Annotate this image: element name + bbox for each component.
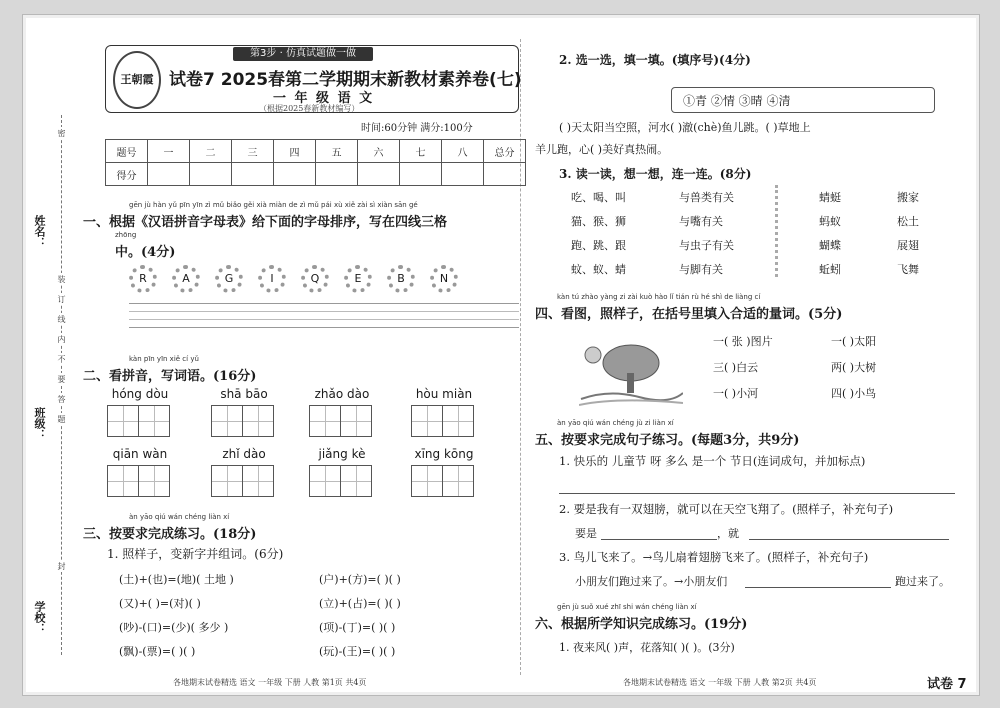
cut-mark: 订 [57,295,66,303]
four-line-grid-line [129,311,519,312]
page-tag: 试卷 7 [927,677,967,692]
measure-word-item: 一( )小河 [713,387,759,400]
section1-heading-cont: 中。(4分) [115,245,176,260]
section4-pinyin: kàn tú zhào yàng zi zài kuò hào lǐ tián rù hé shì de liàng cí [557,293,761,301]
cut-mark: 密 [57,129,66,137]
section1-heading: 一、根据《汉语拼音字母表》给下面的字母排序，写在四线三格 [83,215,448,230]
letter-flower: Q [301,265,329,293]
tian-grid[interactable] [107,405,169,437]
cut-mark: 内 [57,335,66,343]
q5-3-prefix: 小朋友们跑过来了。→小朋友们 [575,575,728,588]
q5-3: 3. 鸟儿飞来了。→鸟儿扇着翅膀飞来了。(照样子，补充句子) [559,550,869,564]
section2-pinyin: kàn pīn yīn xiě cí yǔ [129,355,199,363]
name-label: 姓名： [33,215,46,248]
score-cell[interactable] [316,163,358,186]
four-line-grid-line [129,319,519,320]
score-header-cell: 七 [400,140,442,163]
char-exercise: (户)+(方)=( )( ) [319,573,401,586]
cut-mark: 要 [57,375,66,383]
section5-pinyin: àn yāo qiú wán chéng jù zi liàn xí [557,419,674,427]
footer-left: 各地期末试卷精选 语文 一年级 下册 人教 第1页 共4页 [173,678,367,687]
section5-heading: 五、按要求完成句子练习。(每题3分，共9分) [535,433,800,448]
fill-line-1: ( )天太阳当空照，河水( )澈(chè)鱼儿跳。( )草地上 [559,121,811,134]
match-right[interactable]: 蚯蚓 [819,263,841,276]
section1-pinyin2: zhōng [115,231,137,239]
tian-grid[interactable] [411,465,473,497]
match-left[interactable]: 猫、猴、狮 [571,215,626,228]
letter-flower: B [387,265,415,293]
paper-title: 试卷7 2025春第二学期期末新教材素养卷(七) [169,70,522,90]
letter-flower: R [129,265,157,293]
cut-mark: 装 [57,275,66,283]
score-header-cell: 总分 [484,140,526,163]
school-label: 学校： [33,601,46,634]
letter-flower: N [430,265,458,293]
char-exercise: (土)+(也)=(地)( 土地 ) [119,573,234,586]
cut-mark: 题 [57,415,66,423]
word-pinyin: qiān wàn [112,447,168,461]
four-line-grid-line [129,303,519,304]
tian-grid[interactable] [411,405,473,437]
score-header-cell: 八 [442,140,484,163]
match-left[interactable]: 跑、跳、跟 [571,239,626,252]
score-cell[interactable] [148,163,190,186]
q6-1: 1. 夜来风( )声，花落知( )( )。(3分) [559,641,735,654]
section4-heading: 四、看图，照样子，在括号里填入合适的量词。(5分) [535,307,843,322]
match-far-right[interactable]: 展翅 [897,239,919,252]
word-pinyin: zhǐ dào [222,447,266,461]
answer-line[interactable] [745,587,891,588]
paper-subtitle: 一 年 级 语 文 [273,91,375,106]
letter-flower: I [258,265,286,293]
q5-2-prefix: 要是 [575,527,597,540]
letter-flower: A [172,265,200,293]
answer-line[interactable] [749,539,949,540]
vine-divider [775,185,784,277]
fill-line-2: 羊儿跑，心( )美好真热闹。 [535,143,669,156]
section1-pinyin: gēn jù hàn yǔ pīn yīn zì mǔ biǎo gěi xià miàn de zì mǔ pái xù xiě zài sì xiàn sān gé [129,201,418,209]
cut-mark: 线 [57,315,66,323]
publisher-logo: 王朝霞 [113,51,161,109]
cut-mark: 答 [57,395,66,403]
score-cell[interactable] [274,163,316,186]
word-pinyin: zhǎo dào [314,387,370,401]
score-table [105,139,526,186]
class-label: 班级： [33,407,46,440]
match-mid[interactable]: 与脚有关 [679,263,723,276]
section2-heading: 二、看拼音，写词语。(16分) [83,369,257,384]
word-pinyin: hóng dòu [111,387,169,401]
measure-word-item: 两( )大树 [831,361,877,374]
q5-3-suffix: 跑过来了。 [895,575,950,588]
measure-word-item: 一( )太阳 [831,335,877,348]
match-right[interactable]: 蜻蜓 [819,191,841,204]
four-line-grid-line [129,327,519,328]
match-left[interactable]: 蚊、蚁、蜻 [571,263,626,276]
step-banner: 第3步 · 仿真试题做一做 [233,47,373,61]
tian-grid[interactable] [309,405,371,437]
section3-sub1: 1. 照样子，变新字并组词。(6分) [107,547,284,561]
char-exercise: (又)+( )=(对)( ) [119,597,201,610]
q5-1: 1. 快乐的 儿童节 呀 多么 是一个 节日(连词成句，并加标点) [559,454,866,468]
cut-mark: 不 [57,355,66,363]
char-exercise: (吵)-(口)=(少)( 多少 ) [119,621,229,634]
match-mid[interactable]: 与兽类有关 [679,191,734,204]
cut-line [61,115,62,655]
word-pinyin: xīng kōng [414,447,474,461]
tian-grid[interactable] [309,465,371,497]
score-cell[interactable] [484,163,526,186]
score-row-label: 得分 [106,163,148,186]
char-exercise: (项)-(丁)=( )( ) [319,621,396,634]
match-far-right[interactable]: 松土 [897,215,919,228]
score-header-cell: 四 [274,140,316,163]
right-q3-heading: 3. 读一读，想一想，连一连。(8分) [559,167,752,181]
tian-grid[interactable] [107,465,169,497]
match-left[interactable]: 吃、喝、叫 [571,191,626,204]
match-mid[interactable]: 与嘴有关 [679,215,723,228]
edition-note: （根据2025春新教材编写） [259,104,360,113]
answer-line[interactable] [559,493,955,494]
score-header-cell: 一 [148,140,190,163]
match-right[interactable]: 蚂蚁 [819,215,841,228]
score-cell[interactable] [400,163,442,186]
letter-flower: E [344,265,372,293]
tian-grid[interactable] [211,405,273,437]
measure-word-item: 四( )小鸟 [831,387,877,400]
score-header-cell: 三 [232,140,274,163]
footer-right: 各地期末试卷精选 语文 一年级 下册 人教 第2页 共4页 [623,678,817,687]
cut-mark: 封 [57,562,66,570]
measure-word-item: 一( 张 )图片 [713,335,773,348]
q5-2-mid: ，就 [717,527,739,540]
score-cell[interactable] [190,163,232,186]
tian-grid[interactable] [211,465,273,497]
section6-pinyin: gēn jù suǒ xué zhī shi wán chéng liàn xí [557,603,697,611]
match-far-right[interactable]: 飞舞 [897,263,919,276]
word-pinyin: jiǎng kè [318,447,366,461]
right-q2-heading: 2. 选一选，填一填。(填序号)(4分) [559,53,751,67]
score-header-cell: 五 [316,140,358,163]
match-mid[interactable]: 与虫子有关 [679,239,734,252]
time-score-info: 时间:60分钟 满分:100分 [361,123,473,134]
score-header-cell: 六 [358,140,400,163]
scene-illustration [579,341,683,407]
score-cell[interactable] [232,163,274,186]
word-pinyin: hòu miàn [415,387,473,401]
section3-heading: 三、按要求完成练习。(18分) [83,527,257,542]
char-exercise: (立)+(占)=( )( ) [319,597,401,610]
match-right[interactable]: 蝴蝶 [819,239,841,252]
word-pinyin: shā bāo [220,387,268,401]
answer-line[interactable] [601,539,717,540]
char-exercise: (飘)-(票)=( )( ) [119,645,196,658]
choice-options: ①青 ②情 ③晴 ④清 [683,94,791,108]
char-exercise: (玩)-(王)=( )( ) [319,645,396,658]
match-far-right[interactable]: 搬家 [897,191,919,204]
measure-word-item: 三( )白云 [713,361,759,374]
score-header-cell: 二 [190,140,232,163]
score-cell[interactable] [358,163,400,186]
letter-flower: G [215,265,243,293]
score-header-cell: 题号 [106,140,148,163]
section3-pinyin: àn yāo qiú wán chéng liàn xí [129,513,230,521]
score-cell[interactable] [442,163,484,186]
q5-2: 2. 要是我有一双翅膀，就可以在天空飞翔了。(照样子，补充句子) [559,502,894,516]
section6-heading: 六、根据所学知识完成练习。(19分) [535,617,748,632]
binding-margin [23,15,83,695]
exam-sheet [22,14,980,696]
page-divider [520,39,521,675]
